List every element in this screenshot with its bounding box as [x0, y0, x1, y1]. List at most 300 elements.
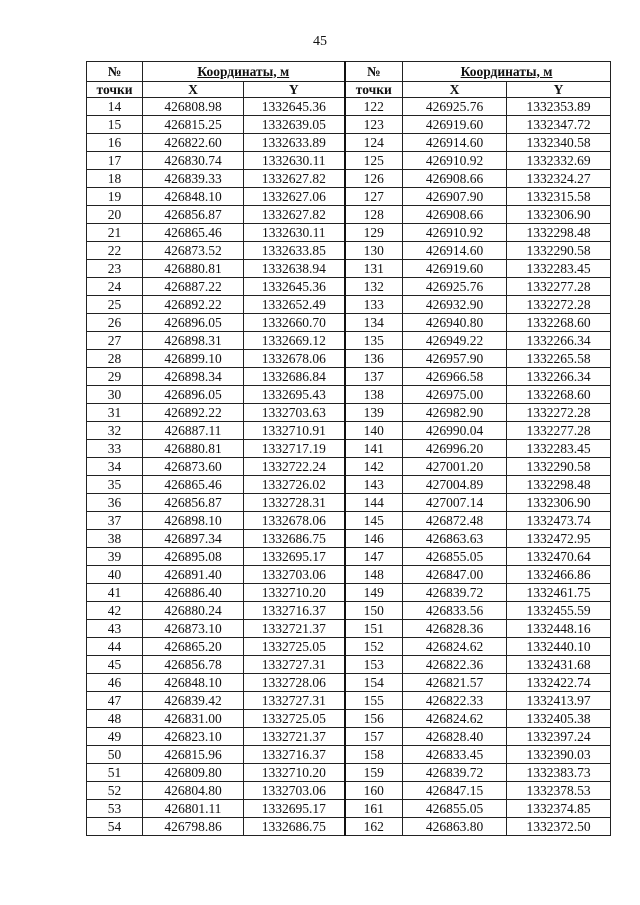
x-header-right: X — [403, 82, 507, 98]
y-coordinate-left: 1332717.19 — [244, 440, 345, 458]
point-number-left: 33 — [87, 440, 143, 458]
table-row — [87, 116, 611, 134]
y-coordinate-right: 1332283.45 — [507, 440, 611, 458]
table-row — [87, 224, 611, 242]
y-coordinate-right: 1332405.38 — [507, 710, 611, 728]
point-number-right: 125 — [345, 152, 403, 170]
table-row — [87, 530, 611, 548]
x-coordinate-left: 426873.10 — [143, 620, 244, 638]
y-coordinate-left: 1332638.94 — [244, 260, 345, 278]
x-coordinate-left: 426815.25 — [143, 116, 244, 134]
y-coordinate-left: 1332686.84 — [244, 368, 345, 386]
y-coordinate-left: 1332703.06 — [244, 566, 345, 584]
y-coordinate-left: 1332645.36 — [244, 98, 345, 116]
x-coordinate-right: 427007.14 — [403, 494, 507, 512]
y-coordinate-left: 1332678.06 — [244, 350, 345, 368]
x-coordinate-left: 426887.11 — [143, 422, 244, 440]
table-row — [87, 818, 611, 836]
y-coordinate-left: 1332678.06 — [244, 512, 345, 530]
y-coordinate-left: 1332710.91 — [244, 422, 345, 440]
x-coordinate-right: 426833.56 — [403, 602, 507, 620]
x-coordinate-left: 426880.81 — [143, 440, 244, 458]
point-number-left: 31 — [87, 404, 143, 422]
y-coordinate-left: 1332695.17 — [244, 548, 345, 566]
x-coordinate-left: 426804.80 — [143, 782, 244, 800]
point-number-left: 32 — [87, 422, 143, 440]
y-coordinate-left: 1332652.49 — [244, 296, 345, 314]
x-coordinate-left: 426899.10 — [143, 350, 244, 368]
y-coordinate-right: 1332470.64 — [507, 548, 611, 566]
point-number-right: 130 — [345, 242, 403, 260]
x-coordinate-right: 426910.92 — [403, 224, 507, 242]
x-coordinate-left: 426801.11 — [143, 800, 244, 818]
point-number-left: 34 — [87, 458, 143, 476]
y-coordinate-left: 1332630.11 — [244, 224, 345, 242]
point-number-right: 141 — [345, 440, 403, 458]
y-coordinate-right: 1332290.58 — [507, 242, 611, 260]
x-coordinate-left: 426856.87 — [143, 494, 244, 512]
point-number-left: 29 — [87, 368, 143, 386]
x-coordinate-right: 426847.00 — [403, 566, 507, 584]
point-number-left: 16 — [87, 134, 143, 152]
table-row — [87, 620, 611, 638]
table-row — [87, 332, 611, 350]
point-number-left: 41 — [87, 584, 143, 602]
x-coordinate-right: 426908.66 — [403, 206, 507, 224]
x-coordinate-left: 426892.22 — [143, 404, 244, 422]
x-header-left: X — [143, 82, 244, 98]
point-number-right: 152 — [345, 638, 403, 656]
table-row — [87, 386, 611, 404]
coordinates-header-left: Координаты, м — [143, 62, 345, 82]
y-coordinate-right: 1332324.27 — [507, 170, 611, 188]
x-coordinate-right: 426833.45 — [403, 746, 507, 764]
table-row — [87, 764, 611, 782]
point-number-left: 30 — [87, 386, 143, 404]
x-coordinate-left: 426880.24 — [143, 602, 244, 620]
table-row — [87, 800, 611, 818]
x-coordinate-right: 426839.72 — [403, 584, 507, 602]
y-coordinate-left: 1332633.89 — [244, 134, 345, 152]
y-coordinate-left: 1332716.37 — [244, 602, 345, 620]
x-coordinate-left: 426865.46 — [143, 476, 244, 494]
table-row — [87, 638, 611, 656]
table-row — [87, 782, 611, 800]
x-coordinate-left: 426865.46 — [143, 224, 244, 242]
x-coordinate-right: 426822.33 — [403, 692, 507, 710]
point-number-left: 50 — [87, 746, 143, 764]
y-coordinate-right: 1332290.58 — [507, 458, 611, 476]
table-row — [87, 566, 611, 584]
table-row — [87, 278, 611, 296]
point-number-left: 53 — [87, 800, 143, 818]
point-number-header-sign-right: № — [345, 62, 403, 82]
point-number-right: 133 — [345, 296, 403, 314]
x-coordinate-left: 426897.34 — [143, 530, 244, 548]
y-coordinate-left: 1332725.05 — [244, 638, 345, 656]
y-coordinate-right: 1332266.34 — [507, 332, 611, 350]
x-coordinate-right: 426932.90 — [403, 296, 507, 314]
point-number-left: 47 — [87, 692, 143, 710]
point-number-right: 129 — [345, 224, 403, 242]
y-coordinate-right: 1332374.85 — [507, 800, 611, 818]
point-number-left: 15 — [87, 116, 143, 134]
y-header-left: Y — [244, 82, 345, 98]
point-number-left: 19 — [87, 188, 143, 206]
x-coordinate-right: 426957.90 — [403, 350, 507, 368]
y-coordinate-left: 1332686.75 — [244, 530, 345, 548]
y-coordinate-left: 1332721.37 — [244, 620, 345, 638]
point-number-right: 162 — [345, 818, 403, 836]
x-coordinate-right: 427001.20 — [403, 458, 507, 476]
y-coordinate-left: 1332660.70 — [244, 314, 345, 332]
coordinates-table-container — [86, 61, 610, 836]
y-coordinate-right: 1332473.74 — [507, 512, 611, 530]
y-coordinate-left: 1332728.06 — [244, 674, 345, 692]
point-number-right: 158 — [345, 746, 403, 764]
point-number-left: 27 — [87, 332, 143, 350]
point-number-left: 17 — [87, 152, 143, 170]
point-number-right: 146 — [345, 530, 403, 548]
y-coordinate-right: 1332372.50 — [507, 818, 611, 836]
x-coordinate-right: 426822.36 — [403, 656, 507, 674]
y-coordinate-right: 1332448.16 — [507, 620, 611, 638]
x-coordinate-left: 426873.52 — [143, 242, 244, 260]
x-coordinate-right: 426940.80 — [403, 314, 507, 332]
x-coordinate-left: 426896.05 — [143, 386, 244, 404]
x-coordinate-right: 426919.60 — [403, 116, 507, 134]
x-coordinate-right: 426919.60 — [403, 260, 507, 278]
table-row — [87, 314, 611, 332]
point-number-right: 128 — [345, 206, 403, 224]
point-number-header-sign: № — [87, 62, 143, 82]
x-coordinate-left: 426839.42 — [143, 692, 244, 710]
header-row-sub — [87, 82, 611, 98]
x-coordinate-left: 426898.31 — [143, 332, 244, 350]
point-number-right: 144 — [345, 494, 403, 512]
y-coordinate-left: 1332686.75 — [244, 818, 345, 836]
y-coordinate-right: 1332268.60 — [507, 386, 611, 404]
point-number-right: 157 — [345, 728, 403, 746]
y-coordinate-left: 1332727.31 — [244, 692, 345, 710]
x-coordinate-left: 426898.34 — [143, 368, 244, 386]
table-row — [87, 368, 611, 386]
point-number-right: 145 — [345, 512, 403, 530]
table-row — [87, 206, 611, 224]
coordinates-table — [86, 61, 611, 836]
table-row — [87, 476, 611, 494]
y-coordinate-left: 1332633.85 — [244, 242, 345, 260]
point-number-left: 39 — [87, 548, 143, 566]
x-coordinate-left: 426848.10 — [143, 674, 244, 692]
x-coordinate-right: 426966.58 — [403, 368, 507, 386]
y-coordinate-right: 1332315.58 — [507, 188, 611, 206]
point-number-right: 137 — [345, 368, 403, 386]
point-number-right: 159 — [345, 764, 403, 782]
x-coordinate-left: 426898.10 — [143, 512, 244, 530]
y-coordinate-left: 1332716.37 — [244, 746, 345, 764]
y-coordinate-left: 1332645.36 — [244, 278, 345, 296]
y-coordinate-left: 1332669.12 — [244, 332, 345, 350]
x-coordinate-left: 426892.22 — [143, 296, 244, 314]
point-number-left: 46 — [87, 674, 143, 692]
x-coordinate-left: 426865.20 — [143, 638, 244, 656]
point-number-right: 126 — [345, 170, 403, 188]
table-row — [87, 350, 611, 368]
point-number-left: 54 — [87, 818, 143, 836]
y-coordinate-right: 1332455.59 — [507, 602, 611, 620]
x-coordinate-right: 426863.63 — [403, 530, 507, 548]
point-number-left: 37 — [87, 512, 143, 530]
point-number-left: 43 — [87, 620, 143, 638]
table-row — [87, 458, 611, 476]
point-number-right: 148 — [345, 566, 403, 584]
y-coordinate-right: 1332306.90 — [507, 206, 611, 224]
x-coordinate-left: 426822.60 — [143, 134, 244, 152]
point-number-right: 134 — [345, 314, 403, 332]
point-number-right: 154 — [345, 674, 403, 692]
x-coordinate-right: 426821.57 — [403, 674, 507, 692]
x-coordinate-left: 426895.08 — [143, 548, 244, 566]
table-row — [87, 152, 611, 170]
x-coordinate-left: 426848.10 — [143, 188, 244, 206]
x-coordinate-right: 426949.22 — [403, 332, 507, 350]
y-header-right: Y — [507, 82, 611, 98]
x-coordinate-right: 426839.72 — [403, 764, 507, 782]
y-coordinate-right: 1332466.86 — [507, 566, 611, 584]
point-number-right: 140 — [345, 422, 403, 440]
y-coordinate-left: 1332627.82 — [244, 170, 345, 188]
y-coordinate-right: 1332378.53 — [507, 782, 611, 800]
table-row — [87, 548, 611, 566]
y-coordinate-right: 1332431.68 — [507, 656, 611, 674]
point-number-left: 20 — [87, 206, 143, 224]
x-coordinate-left: 426896.05 — [143, 314, 244, 332]
x-coordinate-right: 426914.60 — [403, 242, 507, 260]
table-row — [87, 404, 611, 422]
point-number-right: 161 — [345, 800, 403, 818]
x-coordinate-left: 426856.87 — [143, 206, 244, 224]
table-row — [87, 134, 611, 152]
point-number-right: 131 — [345, 260, 403, 278]
y-coordinate-right: 1332422.74 — [507, 674, 611, 692]
table-row — [87, 674, 611, 692]
x-coordinate-right: 426910.92 — [403, 152, 507, 170]
y-coordinate-right: 1332268.60 — [507, 314, 611, 332]
y-coordinate-left: 1332710.20 — [244, 764, 345, 782]
coordinates-header-right: Координаты, м — [403, 62, 611, 82]
y-coordinate-right: 1332390.03 — [507, 746, 611, 764]
y-coordinate-right: 1332277.28 — [507, 422, 611, 440]
x-coordinate-right: 426828.36 — [403, 620, 507, 638]
x-coordinate-left: 426880.81 — [143, 260, 244, 278]
table-row — [87, 188, 611, 206]
point-number-left: 36 — [87, 494, 143, 512]
point-number-left: 51 — [87, 764, 143, 782]
table-row — [87, 260, 611, 278]
x-coordinate-right: 426908.66 — [403, 170, 507, 188]
y-coordinate-left: 1332695.43 — [244, 386, 345, 404]
y-coordinate-left: 1332725.05 — [244, 710, 345, 728]
point-number-right: 153 — [345, 656, 403, 674]
y-coordinate-right: 1332306.90 — [507, 494, 611, 512]
point-number-left: 22 — [87, 242, 143, 260]
y-coordinate-left: 1332710.20 — [244, 584, 345, 602]
table-row — [87, 512, 611, 530]
y-coordinate-left: 1332721.37 — [244, 728, 345, 746]
x-coordinate-left: 426808.98 — [143, 98, 244, 116]
x-coordinate-right: 427004.89 — [403, 476, 507, 494]
point-number-right: 122 — [345, 98, 403, 116]
point-number-right: 138 — [345, 386, 403, 404]
y-coordinate-right: 1332347.72 — [507, 116, 611, 134]
table-row — [87, 296, 611, 314]
point-number-right: 160 — [345, 782, 403, 800]
x-coordinate-left: 426886.40 — [143, 584, 244, 602]
point-number-right: 139 — [345, 404, 403, 422]
y-coordinate-right: 1332413.97 — [507, 692, 611, 710]
table-row — [87, 728, 611, 746]
y-coordinate-left: 1332639.05 — [244, 116, 345, 134]
point-number-left: 21 — [87, 224, 143, 242]
x-coordinate-left: 426831.00 — [143, 710, 244, 728]
point-number-right: 149 — [345, 584, 403, 602]
x-coordinate-right: 426925.76 — [403, 278, 507, 296]
point-number-right: 127 — [345, 188, 403, 206]
point-number-left: 38 — [87, 530, 143, 548]
x-coordinate-left: 426809.80 — [143, 764, 244, 782]
table-row — [87, 242, 611, 260]
point-number-left: 48 — [87, 710, 143, 728]
y-coordinate-right: 1332340.58 — [507, 134, 611, 152]
x-coordinate-left: 426891.40 — [143, 566, 244, 584]
x-coordinate-right: 426855.05 — [403, 548, 507, 566]
point-number-left: 40 — [87, 566, 143, 584]
table-body — [87, 98, 611, 836]
table-row — [87, 584, 611, 602]
x-coordinate-right: 426975.00 — [403, 386, 507, 404]
point-number-right: 135 — [345, 332, 403, 350]
y-coordinate-right: 1332283.45 — [507, 260, 611, 278]
y-coordinate-right: 1332440.10 — [507, 638, 611, 656]
table-row — [87, 656, 611, 674]
x-coordinate-right: 426824.62 — [403, 638, 507, 656]
y-coordinate-left: 1332695.17 — [244, 800, 345, 818]
y-coordinate-left: 1332727.31 — [244, 656, 345, 674]
x-coordinate-left: 426873.60 — [143, 458, 244, 476]
x-coordinate-right: 426990.04 — [403, 422, 507, 440]
y-coordinate-right: 1332472.95 — [507, 530, 611, 548]
point-number-right: 124 — [345, 134, 403, 152]
point-number-left: 14 — [87, 98, 143, 116]
point-number-right: 136 — [345, 350, 403, 368]
x-coordinate-left: 426839.33 — [143, 170, 244, 188]
table-row — [87, 602, 611, 620]
point-number-left: 18 — [87, 170, 143, 188]
y-coordinate-left: 1332627.06 — [244, 188, 345, 206]
point-number-right: 147 — [345, 548, 403, 566]
table-row — [87, 710, 611, 728]
x-coordinate-right: 426925.76 — [403, 98, 507, 116]
x-coordinate-right: 426982.90 — [403, 404, 507, 422]
x-coordinate-right: 426863.80 — [403, 818, 507, 836]
point-number-left: 25 — [87, 296, 143, 314]
y-coordinate-left: 1332728.31 — [244, 494, 345, 512]
point-number-right: 143 — [345, 476, 403, 494]
table-row — [87, 440, 611, 458]
point-number-header-label: точки — [87, 82, 143, 98]
y-coordinate-right: 1332272.28 — [507, 404, 611, 422]
y-coordinate-left: 1332627.82 — [244, 206, 345, 224]
y-coordinate-right: 1332397.24 — [507, 728, 611, 746]
point-number-right: 155 — [345, 692, 403, 710]
header-row-top — [87, 62, 611, 82]
y-coordinate-left: 1332630.11 — [244, 152, 345, 170]
y-coordinate-right: 1332272.28 — [507, 296, 611, 314]
x-coordinate-left: 426856.78 — [143, 656, 244, 674]
y-coordinate-right: 1332298.48 — [507, 476, 611, 494]
table-row — [87, 494, 611, 512]
point-number-left: 23 — [87, 260, 143, 278]
point-number-left: 52 — [87, 782, 143, 800]
y-coordinate-right: 1332383.73 — [507, 764, 611, 782]
point-number-left: 42 — [87, 602, 143, 620]
y-coordinate-right: 1332277.28 — [507, 278, 611, 296]
y-coordinate-right: 1332265.58 — [507, 350, 611, 368]
point-number-right: 151 — [345, 620, 403, 638]
x-coordinate-left: 426815.96 — [143, 746, 244, 764]
point-number-left: 24 — [87, 278, 143, 296]
x-coordinate-left: 426830.74 — [143, 152, 244, 170]
x-coordinate-left: 426887.22 — [143, 278, 244, 296]
table-row — [87, 692, 611, 710]
y-coordinate-right: 1332353.89 — [507, 98, 611, 116]
point-number-right: 123 — [345, 116, 403, 134]
y-coordinate-right: 1332332.69 — [507, 152, 611, 170]
x-coordinate-right: 426996.20 — [403, 440, 507, 458]
x-coordinate-right: 426828.40 — [403, 728, 507, 746]
x-coordinate-right: 426824.62 — [403, 710, 507, 728]
point-number-right: 142 — [345, 458, 403, 476]
y-coordinate-left: 1332722.24 — [244, 458, 345, 476]
table-row — [87, 170, 611, 188]
y-coordinate-left: 1332703.63 — [244, 404, 345, 422]
page-number: 45 — [313, 34, 327, 49]
x-coordinate-right: 426907.90 — [403, 188, 507, 206]
point-number-left: 28 — [87, 350, 143, 368]
y-coordinate-right: 1332298.48 — [507, 224, 611, 242]
x-coordinate-left: 426798.86 — [143, 818, 244, 836]
y-coordinate-left: 1332703.06 — [244, 782, 345, 800]
point-number-right: 132 — [345, 278, 403, 296]
x-coordinate-right: 426914.60 — [403, 134, 507, 152]
x-coordinate-left: 426823.10 — [143, 728, 244, 746]
point-number-left: 44 — [87, 638, 143, 656]
y-coordinate-right: 1332266.34 — [507, 368, 611, 386]
point-number-left: 49 — [87, 728, 143, 746]
x-coordinate-right: 426872.48 — [403, 512, 507, 530]
table-row — [87, 422, 611, 440]
table-row — [87, 98, 611, 116]
point-number-right: 156 — [345, 710, 403, 728]
table-row — [87, 746, 611, 764]
point-number-left: 35 — [87, 476, 143, 494]
x-coordinate-right: 426855.05 — [403, 800, 507, 818]
y-coordinate-right: 1332461.75 — [507, 584, 611, 602]
point-number-right: 150 — [345, 602, 403, 620]
x-coordinate-right: 426847.15 — [403, 782, 507, 800]
y-coordinate-left: 1332726.02 — [244, 476, 345, 494]
